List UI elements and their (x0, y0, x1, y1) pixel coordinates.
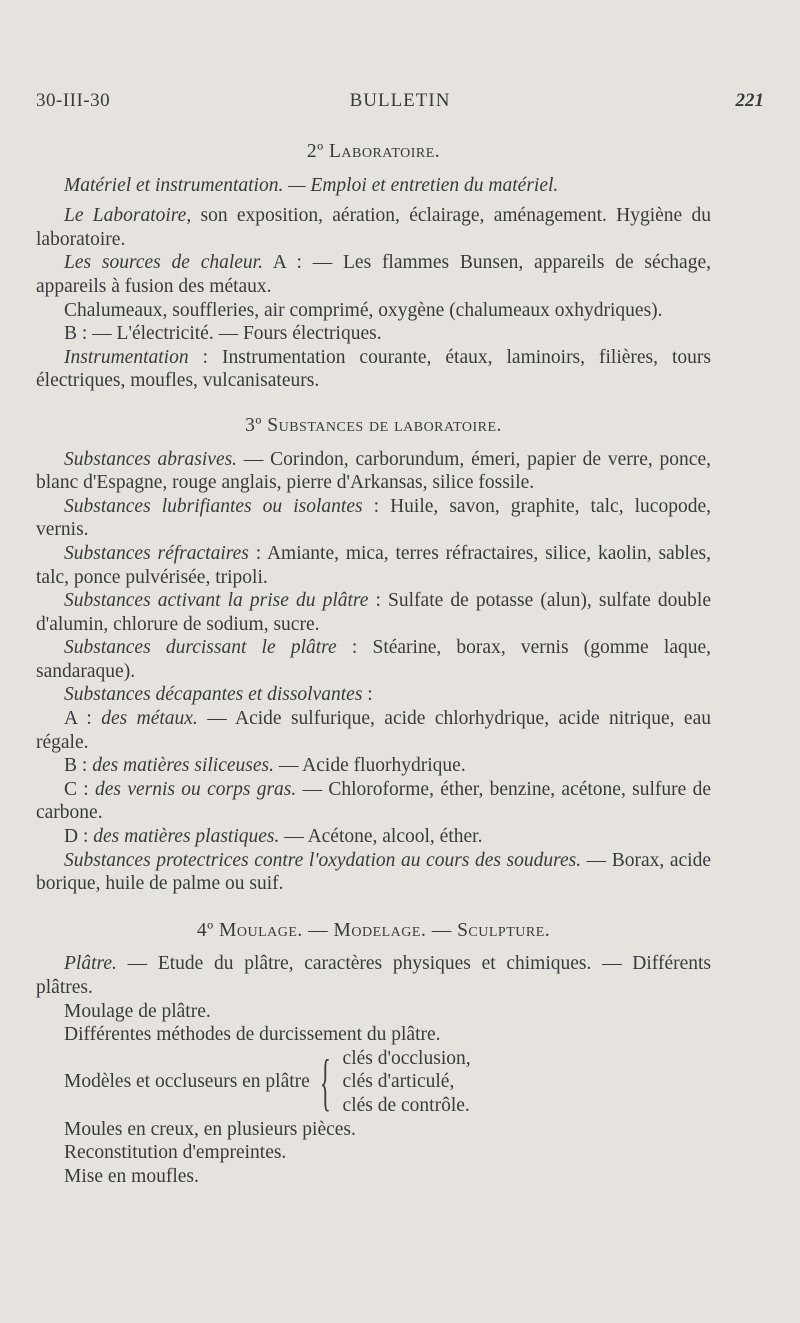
brace-item: clés d'articulé, (342, 1071, 455, 1093)
paragraph-text: : (362, 684, 373, 706)
paragraph-text: : Amiante, mica, terres réfractaires, silice, kaolin, sables, talc, ponce pulvérisée, tripoli. (36, 542, 711, 588)
header-title: BULLETIN (349, 90, 451, 111)
page-body (36, 140, 711, 1188)
paragraph-text: : Huile, savon, graphite, talc, lucopode, vernis. (36, 495, 711, 541)
list-item-b (36, 754, 711, 778)
paragraph-label: Plâtre. (64, 953, 117, 975)
paragraph-label: Substances lubrifiantes ou isolantes (64, 495, 363, 517)
paragraph-text: — Etude du plâtre, caractères physiques et chimiques. — Différents plâtres. (36, 953, 711, 998)
section-4-title: 4º Moulage. — Modelage. — Sculpture. (196, 919, 551, 941)
item-prefix: C : (64, 778, 96, 800)
section-3-paragraph (36, 683, 711, 707)
section-3-paragraph (36, 849, 711, 896)
paragraph-label: Substances réfractaires (64, 542, 249, 564)
brace-item: clés de contrôle. (342, 1094, 470, 1116)
paragraph-label: Le Laboratoire, (64, 205, 192, 227)
item-label: des vernis ou corps gras. (95, 778, 297, 800)
section-3-paragraph (36, 495, 711, 542)
section-4-line: Différentes méthodes de durcissement du plâtre. (64, 1024, 441, 1046)
paragraph-text: : Sulfate de potasse (alun), sulfate double d'alumin, chlorure de sodium, sucre. (36, 590, 711, 635)
section-4-line: Mise en moufles. (64, 1165, 199, 1187)
section-3-paragraph (36, 542, 711, 589)
brace-list (343, 1047, 471, 1118)
item-text: — Acétone, alcool, éther. (279, 826, 483, 848)
paragraph-text: — Corindon, carborundum, émeri, papier de verre, ponce, blanc d'Espagne, rouge anglais, pierre d'Arkansas, silice fossile. (36, 448, 711, 494)
section-2-paragraph (36, 251, 711, 298)
paragraph-label: Substances durcissant le plâtre (64, 637, 337, 659)
brace-label: Modèles et occluseurs en plâtre (64, 1071, 310, 1093)
item-text: — Acide fluorhydrique. (273, 755, 466, 777)
running-header (36, 90, 764, 116)
paragraph-label: Substances décapantes et dissolvantes (64, 684, 363, 706)
paragraph-text: — Borax, acide borique, huile de palme ou suif. (36, 849, 711, 895)
section-2-paragraph: B : — L'électricité. — Fours électriques. (64, 323, 382, 345)
paragraph-label: Substances protectrices contre l'oxydation au cours des soudures. (64, 849, 582, 871)
item-label: des matières plastiques. (93, 826, 280, 848)
section-3-paragraph (36, 636, 711, 683)
section-2-paragraph (36, 204, 711, 251)
list-item-a (36, 707, 711, 754)
item-label: des matières siliceuses. (92, 755, 274, 777)
section-4-line: Moules en creux, en plusieurs pièces. (64, 1118, 356, 1140)
item-prefix: A : (64, 708, 102, 730)
paragraph-text: : Instrumentation courante, étaux, laminoirs, filières, tours électriques, moufles, vulcanisateurs. (36, 346, 711, 392)
paragraph-label: Substances abrasives. (64, 448, 238, 470)
paragraph-label: Substances activant la prise du plâtre (64, 590, 369, 612)
brace-icon: { (319, 1046, 331, 1118)
section-4-paragraph (36, 952, 711, 999)
brace-item: clés d'occlusion, (342, 1047, 471, 1069)
paragraph-text: A : — Les flammes Bunsen, appareils de séchage, appareils à fusion des métaux. (36, 252, 711, 297)
section-2-title: 2º Laboratoire. (306, 141, 441, 162)
header-date: 30-III-30 (36, 90, 111, 111)
section-4-line: Reconstitution d'empreintes. (64, 1142, 287, 1164)
section-3-paragraph (36, 448, 711, 495)
section-3-paragraph (36, 589, 711, 636)
item-label: des métaux. (101, 708, 198, 730)
section-2-paragraph (36, 346, 711, 393)
item-prefix: D : (64, 826, 94, 848)
paragraph-label: Les sources de chaleur. (64, 252, 263, 274)
page-number: 221 (735, 90, 764, 111)
brace-group (36, 1047, 711, 1118)
list-item-d (36, 825, 711, 849)
paragraph-text: son exposition, aération, éclairage, aménagement. Hygiène du laboratoire. (36, 205, 711, 250)
paragraph-text: : Stéarine, borax, vernis (gomme laque, sandaraque). (36, 637, 711, 682)
paragraph-label: Instrumentation (64, 346, 189, 368)
section-2-subtitle: Matériel et instrumentation. — Emploi et entretien du matériel. (64, 174, 559, 196)
section-2-paragraph: Chalumeaux, souffleries, air comprimé, oxygène (chalumeaux oxhydriques). (64, 299, 663, 321)
section-3-title: 3º Substances de laboratoire. (245, 414, 502, 436)
item-text: — Chloroforme, éther, benzine, acétone, sulfure de carbone. (36, 778, 711, 824)
list-item-c (36, 778, 711, 825)
item-text: — Acide sulfurique, acide chlorhydrique, acide nitrique, eau régale. (36, 708, 711, 753)
section-4-line: Moulage de plâtre. (64, 1000, 211, 1022)
item-prefix: B : (64, 755, 93, 777)
